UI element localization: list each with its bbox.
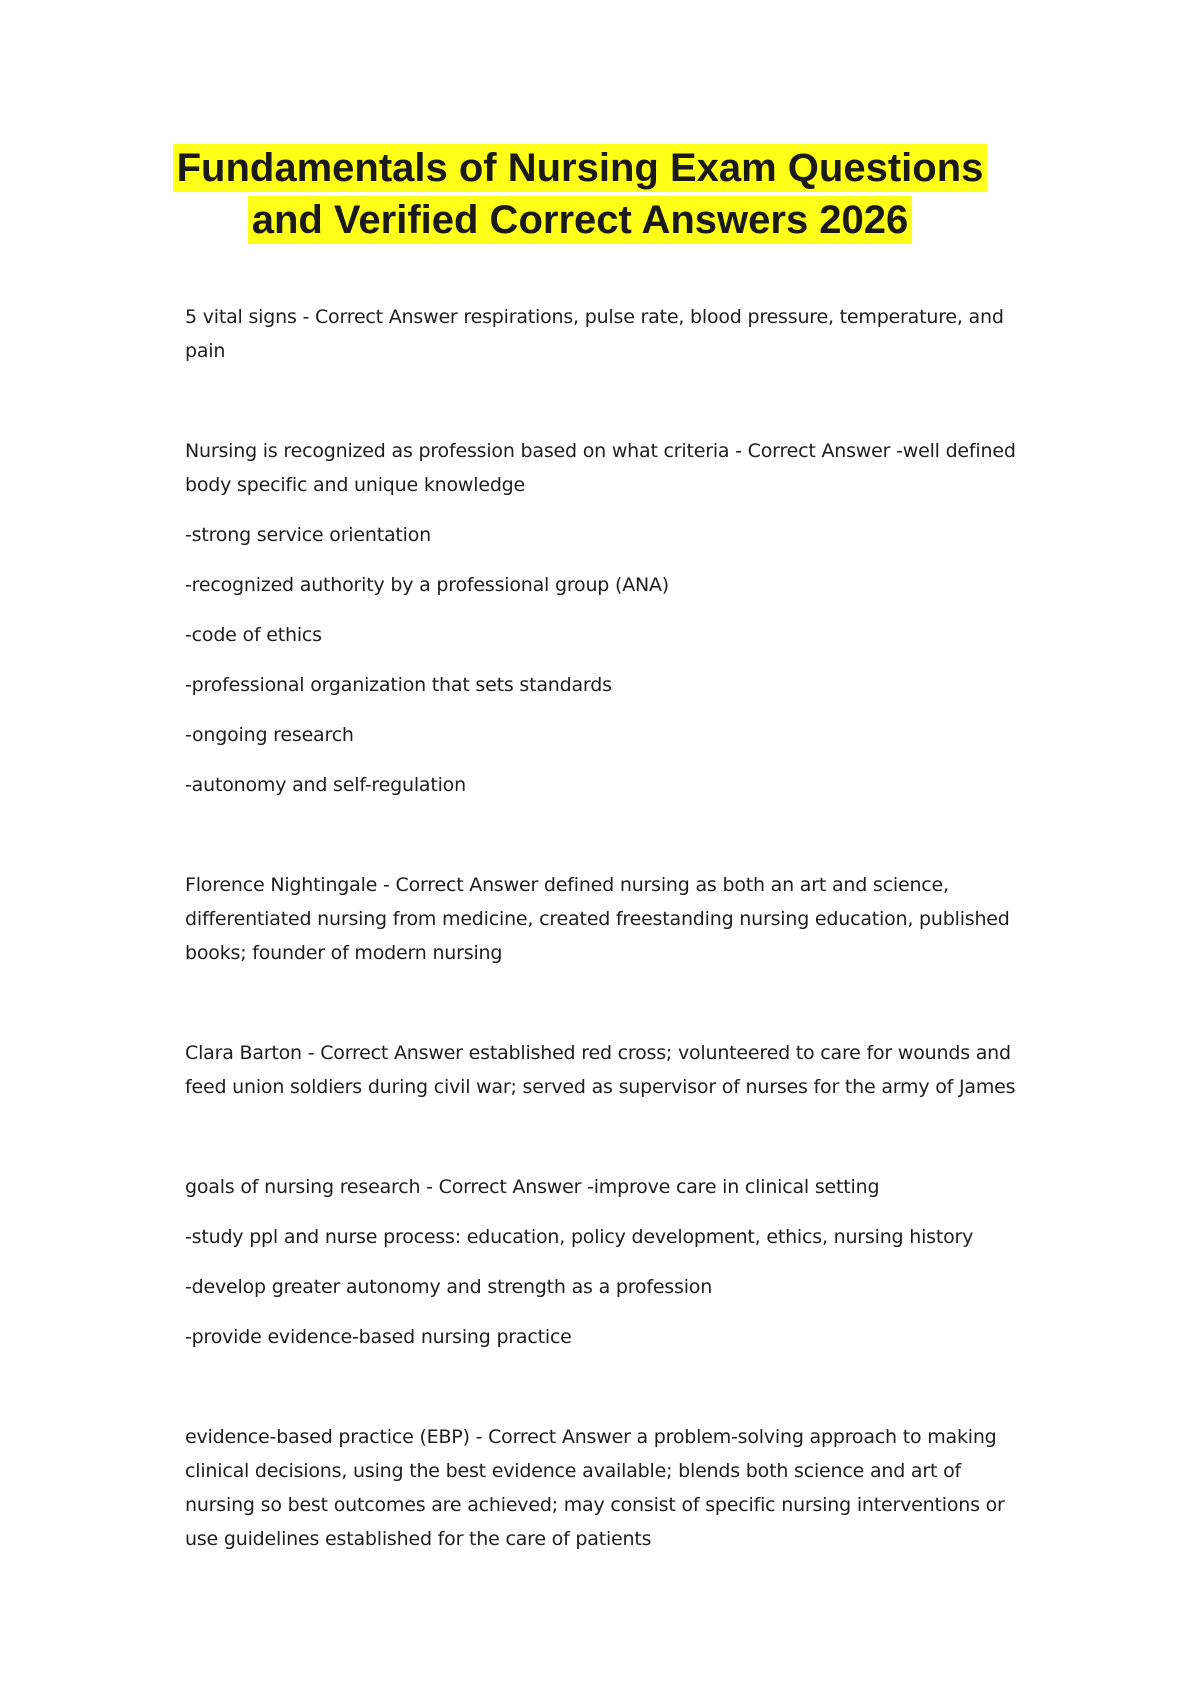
qa-list-item: -professional organization that sets standards (185, 674, 612, 696)
qa-text: Nursing is recognized as profession based on what criteria - Correct Answer -well defined body specific and unique knowledge (185, 440, 1016, 496)
document-title-block (150, 142, 1010, 246)
qa-list-item: -autonomy and self-regulation (185, 774, 466, 796)
qa-entry-vital-signs (185, 300, 1025, 368)
qa-entry-clara-barton (185, 1036, 1025, 1104)
document-title: Fundamentals of Nursing Exam Questions and Verified Correct Answers 2026 (173, 144, 988, 244)
qa-entry-nursing-research-goals (185, 1170, 1025, 1354)
qa-list-item: -develop greater autonomy and strength as a profession (185, 1276, 713, 1298)
qa-entry-florence-nightingale (185, 868, 1025, 970)
qa-text: Clara Barton - Correct Answer established red cross; volunteered to care for wounds and feed union soldiers during civil war; served as supervisor of nurses for the army of James (185, 1042, 1016, 1098)
qa-list-item: -provide evidence-based nursing practice (185, 1326, 572, 1348)
spacer (185, 986, 1025, 1036)
qa-text: goals of nursing research - Correct Answer -improve care in clinical setting (185, 1176, 880, 1198)
qa-text: evidence-based practice (EBP) - Correct Answer a problem-solving approach to making clinical decisions, using the best evidence available; blends both science and art of nursing so best outcomes are achieved; may consist of specific nursing interventions or use guidelines established for the care of patients (185, 1426, 1005, 1550)
spacer (185, 1120, 1025, 1170)
qa-list-item: -ongoing research (185, 724, 354, 746)
qa-list-item: -recognized authority by a professional group (ANA) (185, 574, 670, 596)
qa-text: 5 vital signs - Correct Answer respirations, pulse rate, blood pressure, temperature, and pain (185, 306, 1004, 362)
qa-list-item: -strong service orientation (185, 524, 431, 546)
qa-text: Florence Nightingale - Correct Answer defined nursing as both an art and science, differentiated nursing from medicine, created freestanding nursing education, published books; founder of modern nursing (185, 874, 1010, 964)
qa-list-item: -code of ethics (185, 624, 322, 646)
qa-entry-evidence-based-practice (185, 1420, 1025, 1556)
document-body (185, 300, 1025, 1572)
qa-list-item: -study ppl and nurse process: education, policy development, ethics, nursing history (185, 1226, 974, 1248)
spacer (185, 818, 1025, 868)
spacer (185, 1370, 1025, 1420)
spacer (185, 384, 1025, 434)
qa-entry-profession-criteria (185, 434, 1025, 802)
